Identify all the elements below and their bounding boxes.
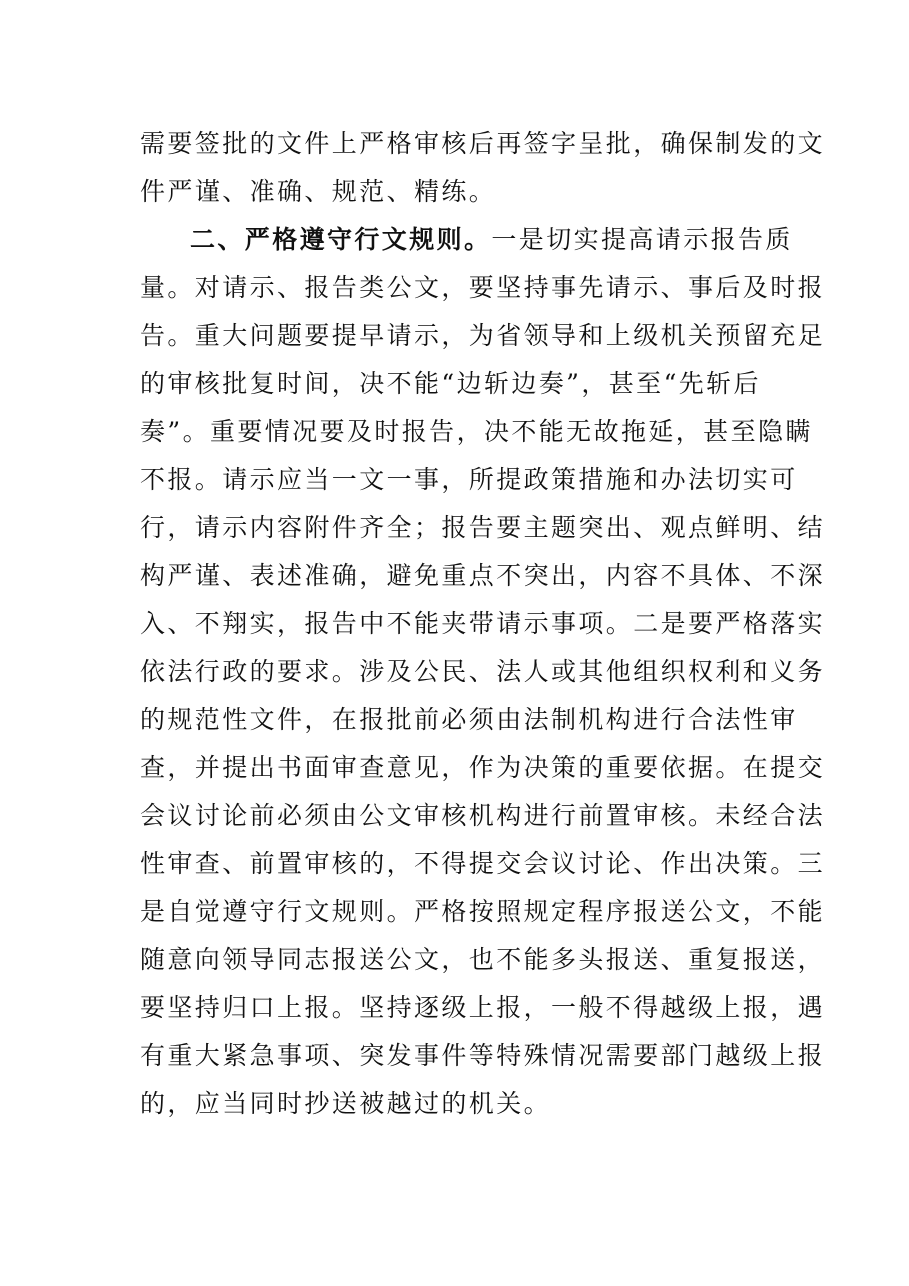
text-line: 有重大紧急事项、突发事件等特殊情况需要部门越级上报: [140, 1041, 826, 1070]
text-line: 构严谨、表述准确，避免重点不突出，内容不具体、不深: [140, 561, 826, 590]
text-line: 奏”。重要情况要及时报告，决不能无故拖延，甚至隐瞒: [140, 417, 813, 446]
text-line: 需要签批的文件上严格审核后再签字呈批，确保制发的文: [140, 129, 826, 158]
text-line: 不报。请示应当一文一事，所提政策措施和办法切实可: [140, 465, 798, 494]
text-line: 的审核批复时间，决不能“边斩边奏”，甚至“先斩后: [140, 369, 761, 398]
section-heading-rest: 一是切实提高请示报告质: [491, 225, 793, 254]
text-line: 要坚持归口上报。坚持逐级上报，一般不得越级上报，遇: [140, 993, 826, 1022]
text-line: 的，应当同时抄送被越过的机关。: [140, 1089, 552, 1118]
text-line: 件严谨、准确、规范、精练。: [140, 177, 497, 206]
text-line: 告。重大问题要提早请示，为省领导和上级机关预留充足: [140, 321, 826, 350]
text-line: 的规范性文件，在报批前必须由法制机构进行合法性审: [140, 705, 798, 734]
text-line: 依法行政的要求。涉及公民、法人或其他组织权利和义务: [140, 657, 826, 686]
text-line: 查，并提出书面审查意见，作为决策的重要依据。在提交: [140, 753, 826, 782]
text-line: 随意向领导同志报送公文，也不能多头报送、重复报送，: [140, 945, 826, 974]
text-line: 入、不翔实，报告中不能夹带请示事项。二是要严格落实: [140, 609, 826, 638]
text-line: 性审查、前置审核的，不得提交会议讨论、作出决策。三: [140, 849, 826, 878]
text-line: 行，请示内容附件齐全；报告要主题突出、观点鲜明、结: [140, 513, 826, 542]
section-heading: 二、严格遵守行文规则。: [190, 225, 492, 254]
text-line: 量。对请示、报告类公文，要坚持事先请示、事后及时报: [140, 273, 826, 302]
text-line: 是自觉遵守行文规则。严格按照规定程序报送公文，不能: [140, 897, 826, 926]
document-body: [140, 120, 826, 1128]
text-line: 会议讨论前必须由公文审核机构进行前置审核。未经合法: [140, 801, 826, 830]
section-heading-line: [140, 216, 793, 264]
